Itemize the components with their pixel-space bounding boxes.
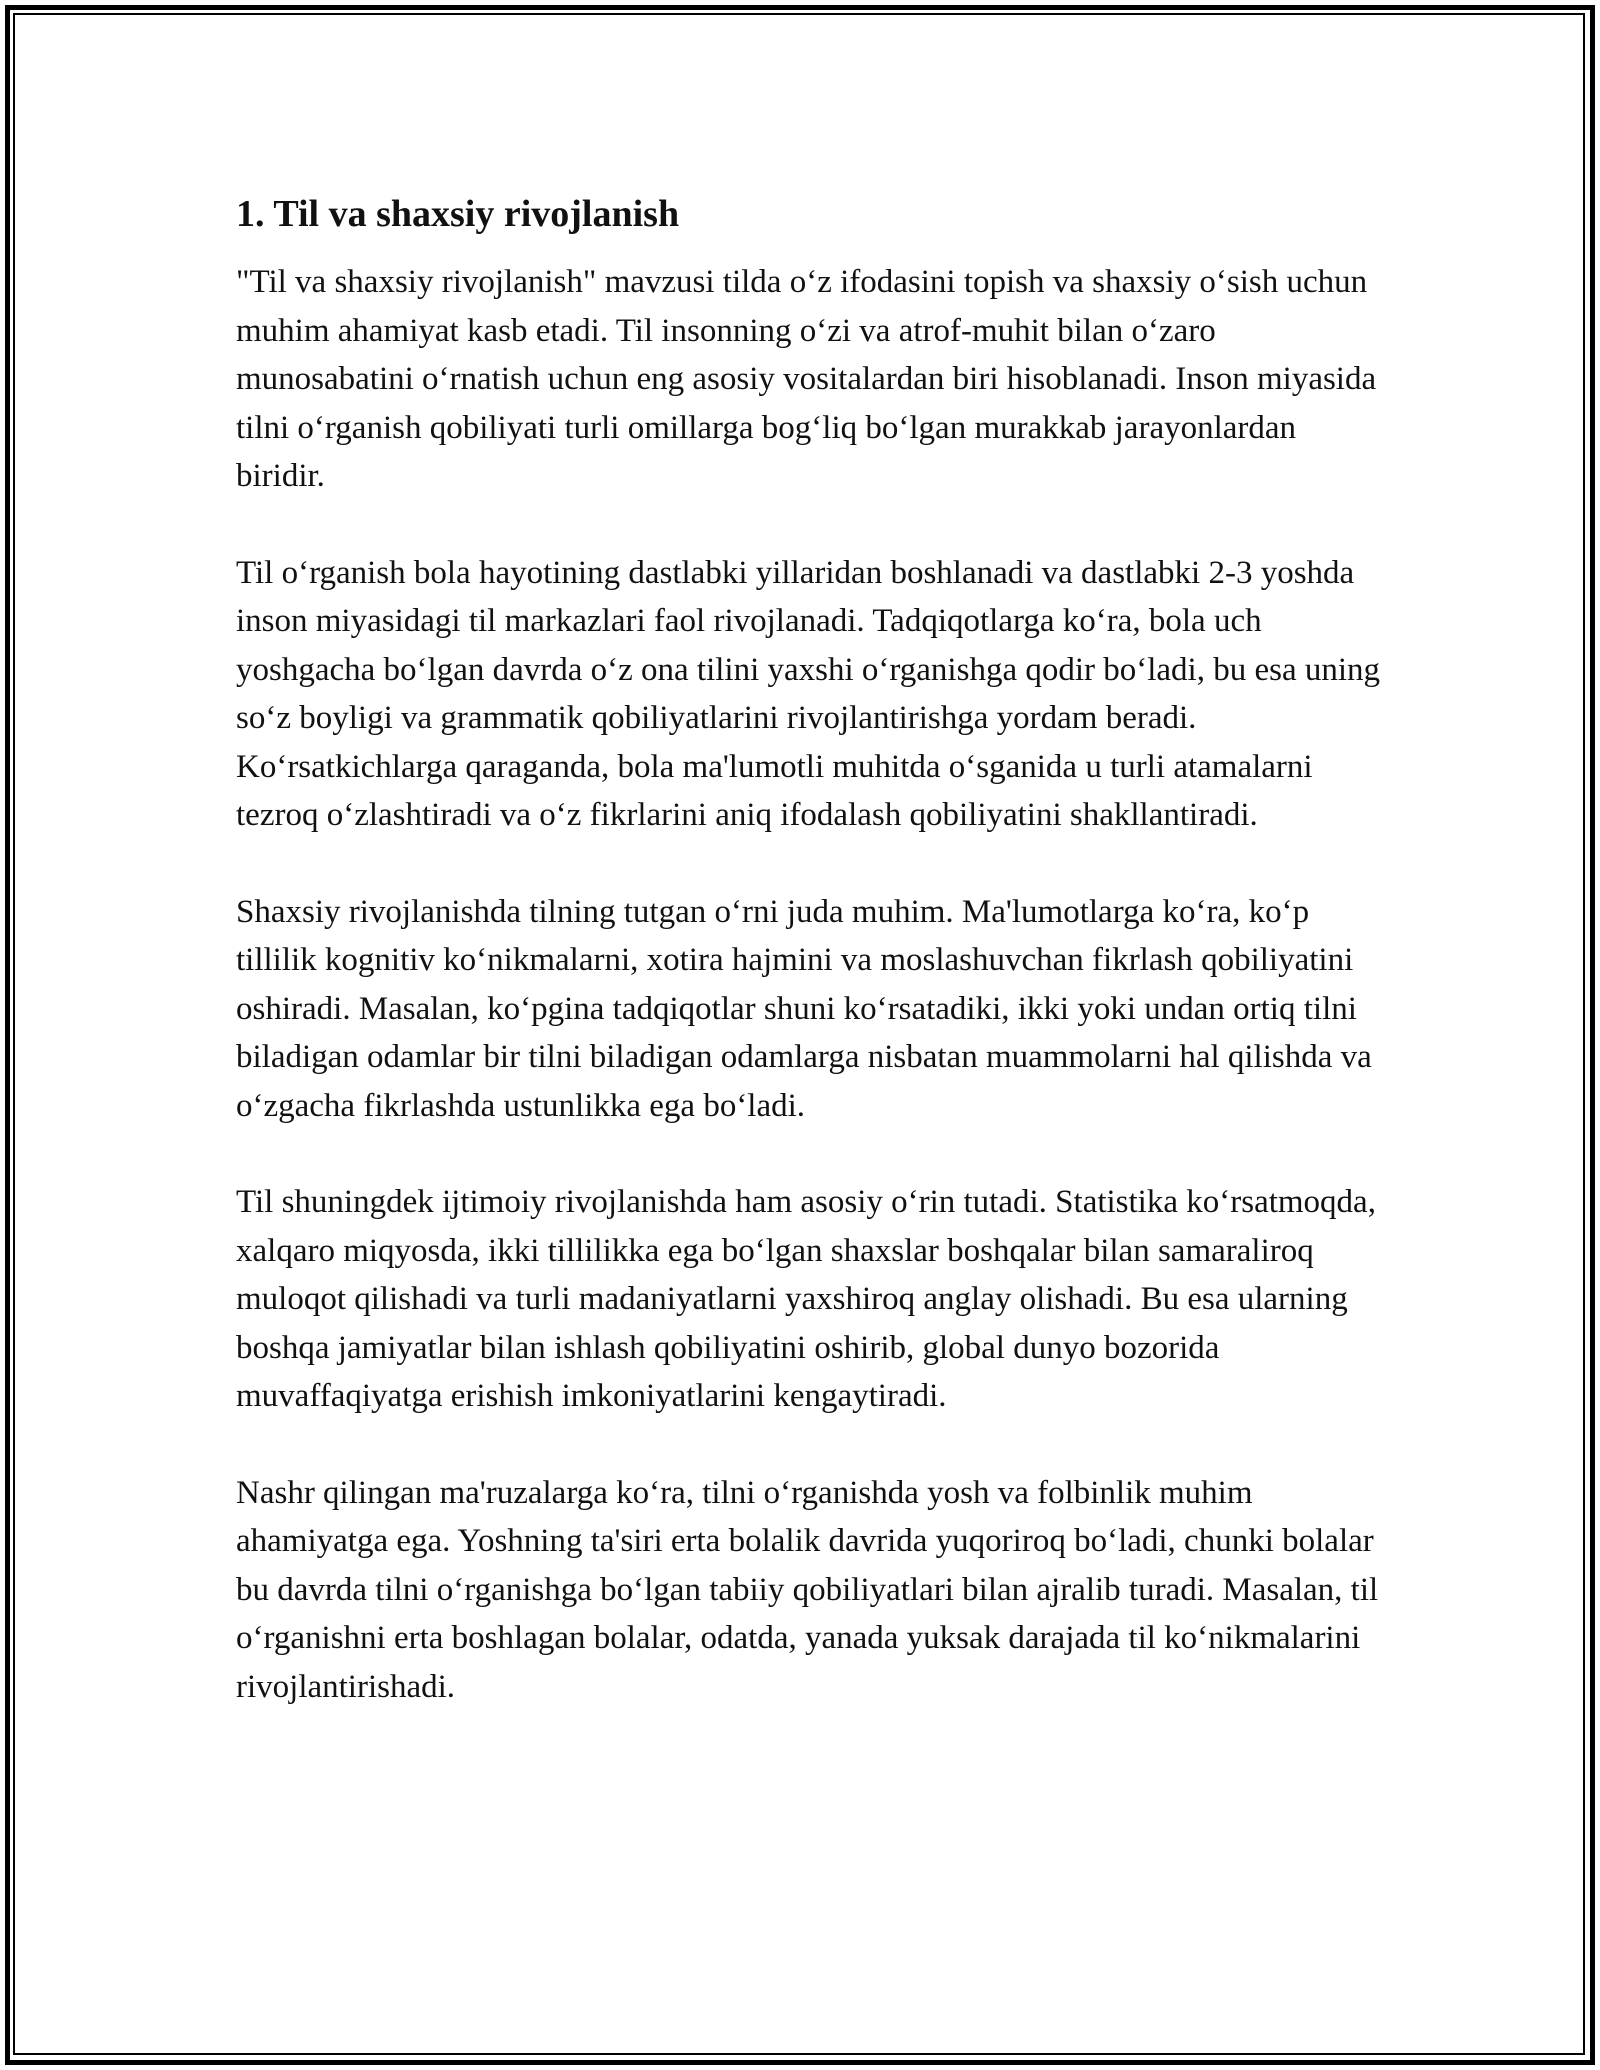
section-heading: 1. Til va shaxsiy rivojlanish [236,193,680,235]
paragraph-4: Til shuningdek ijtimoiy rivojlanishda ham asosiy o‘rin tutadi. Statistika ko‘rsatmoqda, xalqaro miqyosda, ikki tillilikka ega bo‘lgan shaxslar boshqalar bilan samaraliroq muloqot qilishadi va turli madaniyatlarni yaxshiroq anglay olishadi. Bu esa ularning boshqa jamiyatlar bilan ishlash qobiliyatini oshirib, global dunyo bozorida muvaffaqiyatga erishish imkoniyatlarini kengaytiradi. [236,1184,1376,1414]
paragraph-3: Shaxsiy rivojlanishda tilning tutgan o‘rni juda muhim. Ma'lumotlarga ko‘ra, ko‘p tillilik kognitiv ko‘nikmalarni, xotira hajmini va moslashuvchan fikrlash qobiliyatini oshiradi. Masalan, ko‘pgina tadqiqotlar shuni ko‘rsatadiki, ikki yoki undan ortiq tilni biladigan odamlar bir tilni biladigan odamlarga nisbatan muammolarni hal qilishda va o‘zgacha fikrlashda ustunlikka ega bo‘ladi. [236,893,1372,1124]
paragraph-5: Nashr qilingan ma'ruzalarga ko‘ra, tilni o‘rganishda yosh va folbinlik muhim ahamiyatga ega. Yoshning ta'siri erta bolalik davrida yuqoriroq bo‘ladi, chunki bolalar bu davrda tilni o‘rganishga bo‘lgan tabiiy qobiliyatlari bilan ajralib turadi. Masalan, til o‘rganishni erta boshlagan bolalar, odatda, yanada yuksak darajada til ko‘nikmalarini rivojlantirishadi. [236,1474,1379,1705]
paragraph-1: "Til va shaxsiy rivojlanish" mavzusi tilda o‘z ifodasini topish va shaxsiy o‘sish uchun muhim ahamiyat kasb etadi. Til insonning o‘zi va atrof-muhit bilan o‘zaro munosabatini o‘rnatish uchun eng asosiy vositalardan biri hisoblanadi. Inson miyasida tilni o‘rganish qobiliyati turli omillarga bog‘liq bo‘lgan murakkab jarayonlardan biridir. [236,264,1377,494]
paragraph-2: Til o‘rganish bola hayotining dastlabki yillaridan boshlanadi va dastlabki 2-3 yoshda inson miyasidagi til markazlari faol rivojlanadi. Tadqiqotlarga ko‘ra, bola uch yoshgacha bo‘lgan davrda o‘z ona tilini yaxshi o‘rganishga qodir bo‘ladi, bu esa uning so‘z boyligi va grammatik qobiliyatlarini rivojlantirishga yordam beradi. Ko‘rsatkichlarga qaraganda, bola ma'lumotli muhitda o‘sganida u turli atamalarni tezroq o‘zlashtiradi va o‘z fikrlarini aniq ifodalash qobiliyatini shakllantiradi. [236,554,1381,833]
document-body [236,186,1386,1759]
